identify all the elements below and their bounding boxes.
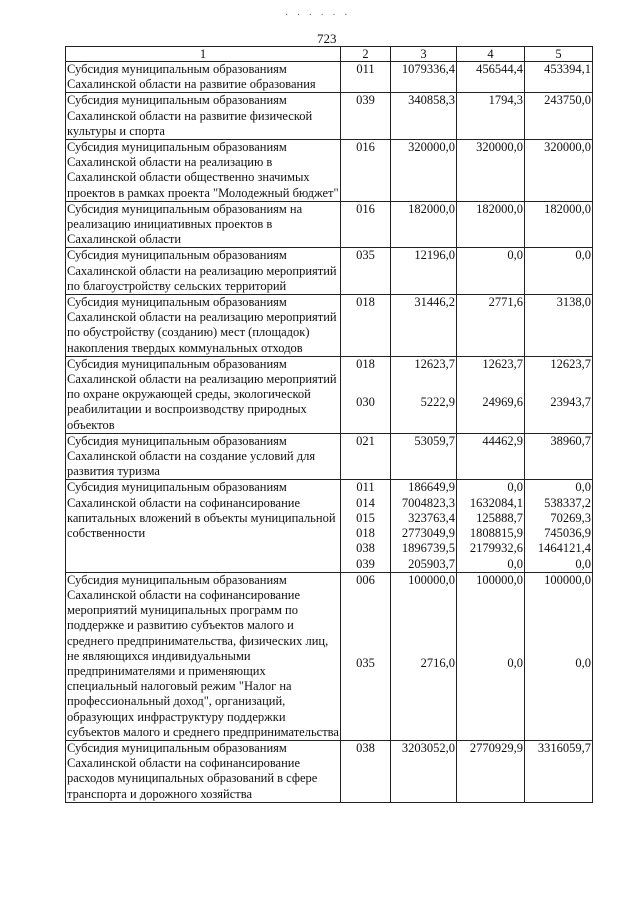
row-description: Субсидия муниципальным образованиям Сахалинской области на софинансирование мероприятий муниципальных программ по поддержке и развитию субъектов малого и среднего предпринимательства, физических лиц, не являющихся индивидуальными предпринимателями и применяющих специальный налоговый режим "Налог на профессиональный доход", организаций, образующих инфраструктуру поддержки субъектов малого и среднего предпринимательства [67, 572, 339, 739]
row-code: 014 [341, 496, 391, 511]
row-value-col4: 182000,0 [457, 201, 525, 248]
row-value-col3: 12196,0 [391, 248, 457, 295]
table-row [66, 480, 593, 496]
row-description: Субсидия муниципальным образованиям на реализацию инициативных проектов в Сахалинской области [66, 201, 341, 248]
row-code: 018 [341, 295, 391, 357]
row-description: Субсидия муниципальным образованиям Сахалинской области на софинансирование капитальных вложений в объекты муниципальной собственности [66, 480, 341, 572]
row-value-col4: 2771,6 [457, 295, 525, 357]
row-value-col4: 12623,7 [457, 356, 525, 395]
row-value-col3: 2716,0 [391, 656, 457, 740]
row-description: Субсидия муниципальным образованиям Сахалинской области на развитие образования [66, 62, 341, 93]
row-code: 038 [341, 541, 391, 556]
row-value-col4: 2179932,6 [457, 541, 525, 556]
row-value-col5: 243750,0 [525, 93, 593, 140]
scan-marks: · · · · · · [285, 10, 351, 21]
row-value-col4: 0,0 [457, 248, 525, 295]
row-code: 039 [341, 557, 391, 573]
table-row [66, 295, 593, 357]
row-code: 030 [341, 395, 391, 434]
row-value-col3: 205903,7 [391, 557, 457, 573]
row-code: 011 [341, 480, 391, 496]
table-row [66, 740, 593, 802]
row-value-col4: 100000,0 [457, 572, 525, 656]
row-value-col5: 1464121,4 [525, 541, 593, 556]
row-value-col5: 0,0 [525, 656, 593, 740]
row-value-col3: 186649,9 [391, 480, 457, 496]
row-description: Субсидия муниципальным образованиям Сахалинской области на реализацию мероприятий по благоустройству сельских территорий [66, 248, 341, 295]
row-value-col4: 44462,9 [457, 433, 525, 480]
row-description: Субсидия муниципальным образованиям Сахалинской области на софинансирование расходов муниципальных образований в сфере транспорта и дорожного хозяйства [66, 740, 341, 802]
row-value-col5: 538337,2 [525, 496, 593, 511]
row-value-col3: 182000,0 [391, 201, 457, 248]
row-code: 016 [341, 201, 391, 248]
row-value-col5: 0,0 [525, 480, 593, 496]
row-value-col3: 31446,2 [391, 295, 457, 357]
row-value-col5: 0,0 [525, 248, 593, 295]
row-code: 006 [341, 572, 391, 656]
row-value-col4: 0,0 [457, 480, 525, 496]
table-row [66, 62, 593, 93]
row-value-col5: 0,0 [525, 557, 593, 573]
row-code: 011 [341, 62, 391, 93]
table-row [66, 93, 593, 140]
column-header: 1 [66, 47, 341, 62]
row-value-col4: 456544,4 [457, 62, 525, 93]
row-code: 018 [341, 526, 391, 541]
row-code: 038 [341, 740, 391, 802]
row-value-col5: 182000,0 [525, 201, 593, 248]
table-row [66, 433, 593, 480]
row-code: 015 [341, 511, 391, 526]
table-row [66, 572, 593, 656]
column-header: 2 [341, 47, 391, 62]
row-value-col3: 12623,7 [391, 356, 457, 395]
row-value-col3: 3203052,0 [391, 740, 457, 802]
row-description: Субсидия муниципальным образованиям Сахалинской области на реализацию мероприятий по охране окружающей среды, экологической реабилитации и воспроизводству природных объектов [66, 356, 341, 433]
table-body [66, 62, 593, 803]
page-number: 723 [317, 31, 337, 46]
row-code: 039 [341, 93, 391, 140]
row-value-col3: 323763,4 [391, 511, 457, 526]
budget-table [65, 46, 593, 803]
row-code: 021 [341, 433, 391, 480]
row-value-col4: 24969,6 [457, 395, 525, 434]
row-value-col3: 340858,3 [391, 93, 457, 140]
row-code: 035 [341, 656, 391, 740]
row-value-col5: 38960,7 [525, 433, 593, 480]
table-row [66, 201, 593, 248]
column-header: 5 [525, 47, 593, 62]
row-code: 035 [341, 248, 391, 295]
row-value-col4: 1808815,9 [457, 526, 525, 541]
row-value-col5: 320000,0 [525, 140, 593, 202]
row-value-col5: 12623,7 [525, 356, 593, 395]
row-value-col3: 53059,7 [391, 433, 457, 480]
row-value-col4: 320000,0 [457, 140, 525, 202]
table-row [66, 356, 593, 395]
row-code: 016 [341, 140, 391, 202]
row-value-col4: 2770929,9 [457, 740, 525, 802]
column-header: 3 [391, 47, 457, 62]
row-value-col4: 1794,3 [457, 93, 525, 140]
row-value-col3: 1896739,5 [391, 541, 457, 556]
row-value-col4: 1632084,1 [457, 496, 525, 511]
row-value-col5: 23943,7 [525, 395, 593, 434]
table-row [66, 248, 593, 295]
row-value-col4: 0,0 [457, 656, 525, 740]
row-code: 018 [341, 356, 391, 395]
row-value-col5: 3138,0 [525, 295, 593, 357]
row-value-col3: 5222,9 [391, 395, 457, 434]
row-value-col3: 1079336,4 [391, 62, 457, 93]
column-header: 4 [457, 47, 525, 62]
row-value-col3: 320000,0 [391, 140, 457, 202]
row-value-col3: 2773049,9 [391, 526, 457, 541]
row-description: Субсидия муниципальным образованиям Сахалинской области на развитие физической культуры и спорта [66, 93, 341, 140]
row-value-col4: 125888,7 [457, 511, 525, 526]
row-description: Субсидия муниципальным образованиям Сахалинской области на реализацию в Сахалинской области общественно значимых проектов в рамках проекта "Молодежный бюджет" [67, 140, 339, 200]
row-value-col5: 70269,3 [525, 511, 593, 526]
row-value-col5: 100000,0 [525, 572, 593, 656]
row-value-col5: 3316059,7 [525, 740, 593, 802]
row-value-col5: 453394,1 [525, 62, 593, 93]
row-value-col5: 745036,9 [525, 526, 593, 541]
row-value-col4: 0,0 [457, 557, 525, 573]
row-value-col3: 100000,0 [391, 572, 457, 656]
row-description: Субсидия муниципальным образованиям Сахалинской области на создание условий для развития туризма [66, 433, 341, 480]
row-value-col3: 7004823,3 [391, 496, 457, 511]
row-description: Субсидия муниципальным образованиям Сахалинской области на реализацию мероприятий по обустройству (созданию) мест (площадок) накопления твердых коммунальных отходов [66, 295, 341, 357]
table-row [66, 140, 593, 202]
table-header-row [66, 47, 593, 62]
